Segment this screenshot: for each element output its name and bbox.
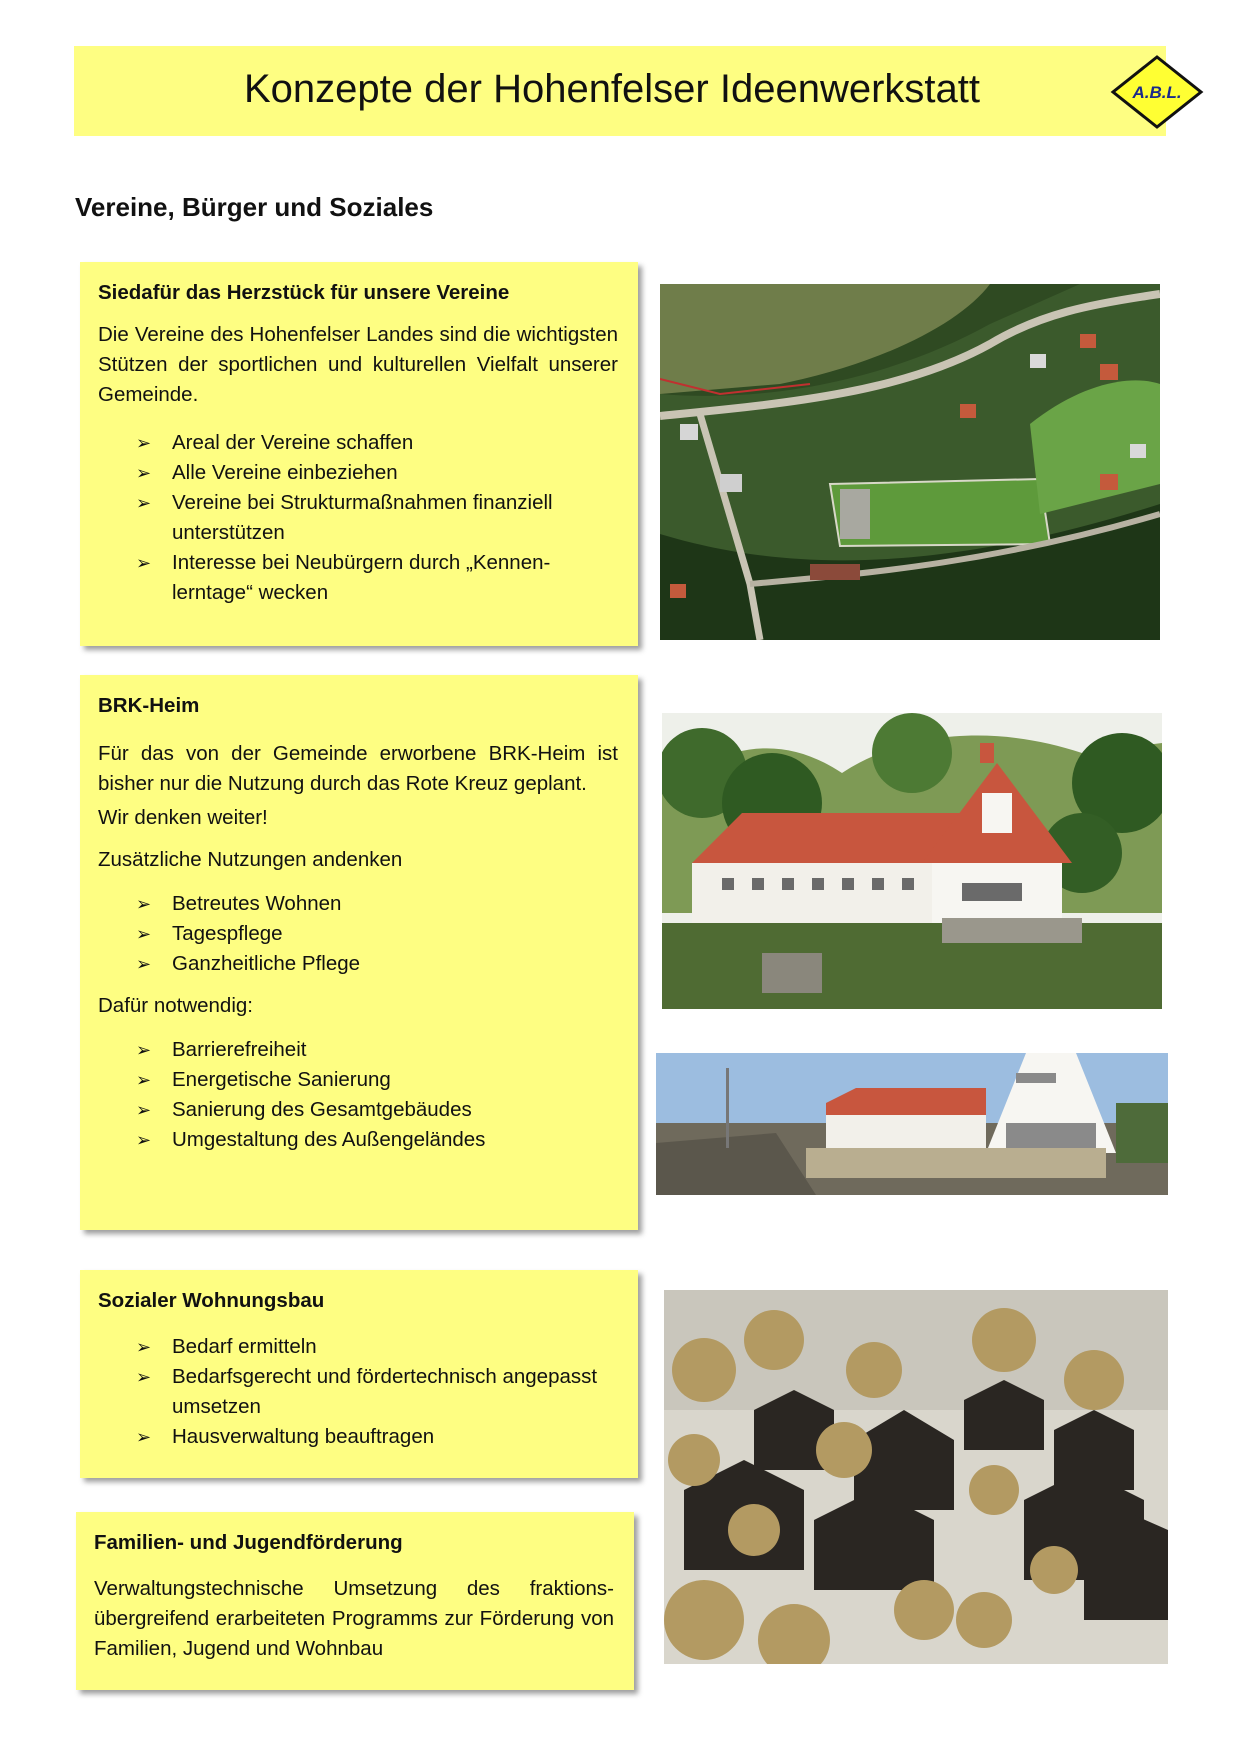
arrow-bullet-icon: ➢ [136, 493, 152, 513]
list-item: ➢ Bedarfsgerecht und fördertechnisch angepasst umsetzen [136, 1362, 618, 1422]
arrow-bullet-icon: ➢ [136, 1040, 152, 1060]
brk-building-photo [662, 713, 1162, 1009]
list-item: ➢ Tagespflege [136, 919, 618, 949]
card-familien-jugend [76, 1512, 634, 1690]
card-title: Siedafür das Herzstück für unsere Vereine [98, 281, 510, 304]
bullet-list [98, 1332, 618, 1452]
arrow-bullet-icon: ➢ [136, 954, 152, 974]
card-brk-heim [80, 675, 638, 1230]
arrow-bullet-icon: ➢ [136, 463, 152, 483]
card-siedafuer [80, 262, 638, 646]
list-item: ➢ Bedarf ermitteln [136, 1332, 618, 1362]
card-text: Wir denken weiter! [98, 806, 268, 829]
arrow-bullet-icon: ➢ [136, 1427, 152, 1447]
header-banner [74, 46, 1182, 136]
list-item: ➢ Umgestaltung des Außengeländes [136, 1125, 618, 1155]
arrow-bullet-icon: ➢ [136, 1130, 152, 1150]
brk-street-photo [656, 1053, 1168, 1195]
section-title: Vereine, Bürger und Soziales [75, 192, 434, 222]
arrow-bullet-icon: ➢ [136, 433, 152, 453]
list-item: ➢ Areal der Vereine schaffen [136, 428, 618, 458]
page-title: Konzepte der Hohenfelser Ideenwerkstatt [244, 67, 980, 111]
arrow-bullet-icon: ➢ [136, 894, 152, 914]
card-title: Sozialer Wohnungsbau [98, 1289, 325, 1312]
list-item: ➢ Alle Vereine einbeziehen [136, 458, 618, 488]
arrow-bullet-icon: ➢ [136, 553, 152, 573]
card-sozialer-wohnungsbau [80, 1270, 638, 1478]
arrow-bullet-icon: ➢ [136, 1337, 152, 1357]
list-item: ➢ Barrierefreiheit [136, 1035, 618, 1065]
card-text: Verwaltungstechnische Umsetzung des fraktions-übergreifend erarbeiteten Programms zur Förderung von Familien, Jugend und Wohnbau [94, 1577, 614, 1660]
bullet-list [98, 889, 618, 979]
abl-logo [1110, 54, 1204, 130]
bullet-list [98, 428, 618, 608]
list-item: ➢ Sanierung des Gesamtgebäudes [136, 1095, 618, 1125]
card-text: Die Vereine des Hohenfelser Landes sind die wichtigsten Stützen der sportlichen und kulturellen Vielfalt unserer Gemeinde. [98, 323, 618, 406]
list-item: ➢ Vereine bei Strukturmaßnahmen finanziell unterstützen [136, 488, 618, 548]
list-item: ➢ Ganzheitliche Pflege [136, 949, 618, 979]
arrow-bullet-icon: ➢ [136, 924, 152, 944]
card-text: Zusätzliche Nutzungen andenken [98, 848, 403, 871]
list-item: ➢ Energetische Sanierung [136, 1065, 618, 1095]
card-text: Für das von der Gemeinde erworbene BRK-Heim ist bisher nur die Nutzung durch das Rote Kreuz geplant. [98, 742, 618, 795]
logo-text: A.B.L. [1132, 83, 1182, 102]
arrow-bullet-icon: ➢ [136, 1100, 152, 1120]
card-title: Familien- und Jugendförderung [94, 1531, 403, 1554]
arrow-bullet-icon: ➢ [136, 1367, 152, 1387]
list-item: ➢ Interesse bei Neubürgern durch „Kennen-lerntage“ wecken [136, 548, 618, 608]
aerial-photo [660, 284, 1160, 640]
architecture-model-photo [664, 1290, 1168, 1664]
list-item: ➢ Hausverwaltung beauftragen [136, 1422, 618, 1452]
list-item: ➢ Betreutes Wohnen [136, 889, 618, 919]
card-text: Dafür notwendig: [98, 994, 253, 1017]
arrow-bullet-icon: ➢ [136, 1070, 152, 1090]
bullet-list [98, 1035, 618, 1155]
card-title: BRK-Heim [98, 694, 200, 717]
